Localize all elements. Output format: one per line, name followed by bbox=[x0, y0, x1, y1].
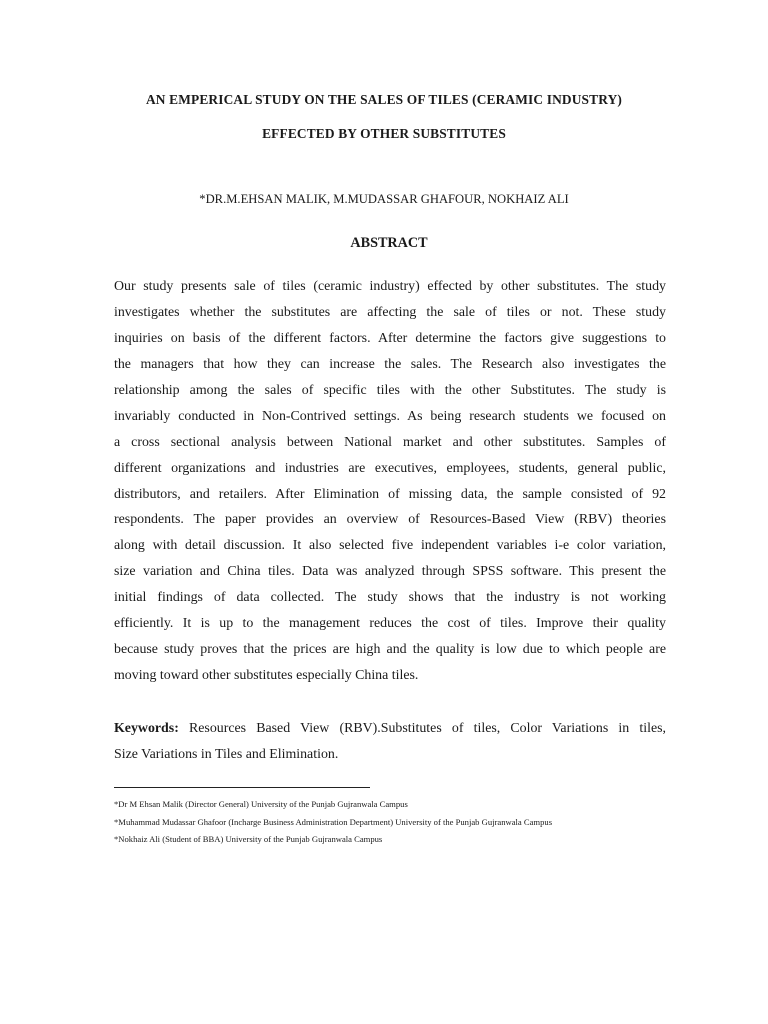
abstract-line: respondents. The paper provides an overview of Resources-Based View (RBV) theories bbox=[114, 512, 666, 528]
footnote-divider bbox=[114, 787, 370, 788]
abstract-heading: ABSTRACT bbox=[350, 235, 428, 251]
keywords-text-2: Size Variations in Tiles and Elimination. bbox=[114, 746, 339, 762]
abstract-line: relationship among the sales of specific tiles with the other Substitutes. The study is bbox=[114, 382, 666, 398]
keywords-section bbox=[114, 716, 666, 768]
abstract-line: because study proves that the prices are high and the quality is low due to which people are bbox=[114, 642, 666, 658]
abstract-line: Our study presents sale of tiles (ceramic industry) effected by other substitutes. The study bbox=[114, 279, 666, 294]
abstract-line: size variation and China tiles. Data was analyzed through SPSS software. This present the bbox=[114, 564, 666, 580]
paper-title-line-2: EFFECTED BY OTHER SUBSTITUTES bbox=[262, 126, 506, 141]
abstract-body bbox=[114, 274, 666, 689]
abstract-line: distributors, and retailers. After Elimination of missing data, the sample consisted of 92 bbox=[114, 486, 666, 502]
abstract-line: moving toward other substitutes especially China tiles. bbox=[114, 668, 419, 684]
footnote-2: *Muhammad Mudassar Ghafoor (Incharge Business Administration Department) University of the Punjab Gujranwala Campus bbox=[114, 816, 553, 827]
footnotes bbox=[114, 796, 674, 849]
abstract-line: a cross sectional analysis between National market and other substitutes. Samples of bbox=[114, 434, 666, 450]
abstract-line: efficiently. It is up to the management reduces the cost of tiles. Improve their quality bbox=[114, 616, 666, 632]
abstract-line: initial findings of data collected. The study shows that the industry is not working bbox=[114, 590, 666, 606]
keywords-line-1 bbox=[114, 716, 666, 742]
abstract-line: invariably conducted in Non-Contrived settings. As being research students we focused on bbox=[114, 408, 666, 424]
paper-title-line-1: AN EMPERICAL STUDY ON THE SALES OF TILES (CERAMIC INDUSTRY) bbox=[145, 92, 623, 107]
keywords-label: Keywords: bbox=[114, 721, 179, 736]
abstract-line: investigates whether the substitutes are affecting the sale of tiles or not. These study bbox=[114, 304, 666, 320]
abstract-line: along with detail discussion. It also selected five independent variables i-e color variation, bbox=[114, 538, 666, 554]
abstract-line: the managers that how they can increase the sales. The Research also investigates the bbox=[114, 356, 666, 372]
abstract-line: different organizations and industries are executives, employees, students, general public, bbox=[114, 460, 666, 476]
abstract-line: inquiries on basis of the different factors. After determine the factors give suggestions to bbox=[114, 330, 666, 346]
author-list: *DR.M.EHSAN MALIK, M.MUDASSAR GHAFOUR, NOKHAIZ ALI bbox=[199, 192, 569, 206]
keywords-text-1: Resources Based View (RBV).Substitutes of tiles, Color Variations in tiles, bbox=[188, 721, 666, 736]
footnote-1: *Dr M Ehsan Malik (Director General) University of the Punjab Gujranwala Campus bbox=[114, 799, 408, 809]
footnote-3: *Nokhaiz Ali (Student of BBA) University of the Punjab Gujranwala Campus bbox=[114, 834, 383, 844]
